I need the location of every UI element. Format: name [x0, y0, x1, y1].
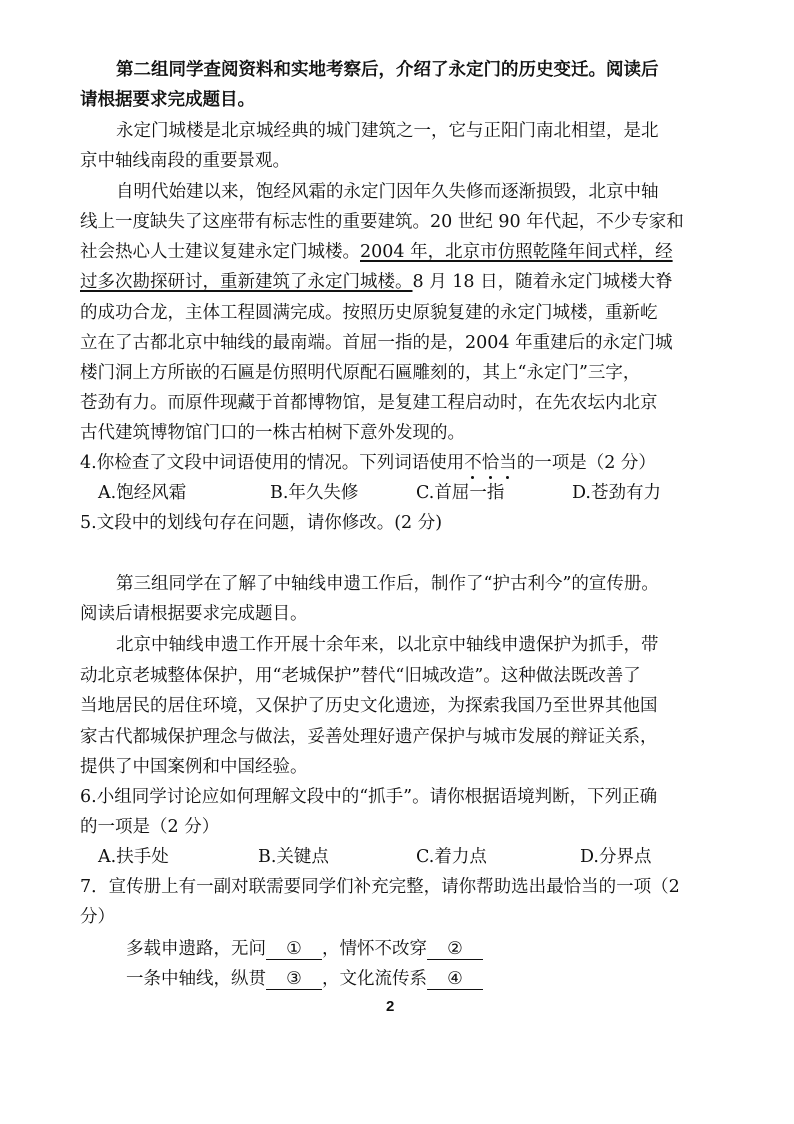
q4-emphasis-char: 恰 [481, 453, 500, 473]
q6-option-b: B.关键点 [258, 847, 329, 867]
section2-p2-line8: 苍劲有力。而原件现藏于首都博物馆，是复建工程启动时，在先农坛内北京 [80, 393, 658, 413]
section2-p2-line5: 的成功合龙，主体工程圆满完成。按照历史原貌复建的永定门城楼，重新屹 [80, 303, 658, 323]
q4-stem [80, 451, 656, 475]
q7-couplet-line1 [126, 937, 483, 961]
section3-p-line4: 家古代都城保护理念与做法，妥善处理好遗产保护与城市发展的辩证关系， [80, 727, 658, 747]
section2-intro-line2: 请根据要求完成题目。 [80, 90, 255, 110]
q4-emphasis-char: 当 [499, 453, 517, 473]
underlined-sentence-part1: 2004 年，北京市仿照乾隆年间式样，经 [360, 242, 673, 262]
couplet1-text-a: 多载申遗路，无问 [126, 939, 266, 959]
section2-p2-line1: 自明代始建以来，饱经风霜的永定门因年久失修而逐渐损毁，北京中轴 [116, 182, 659, 202]
section2-p2-line3 [80, 240, 673, 264]
page-number: 2 [386, 998, 395, 1015]
section2-p2-line2: 线上一度缺失了这座带有标志性的重要建筑。20 世纪 90 年代起，不少专家和 [80, 212, 684, 232]
section3-intro-line2: 阅读后请根据要求完成题目。 [80, 604, 308, 624]
q6-option-a: A.扶手处 [98, 847, 169, 867]
q4-option-c: C.首屈一指 [416, 483, 505, 503]
q5-stem: 5.文段中的划线句存在问题，请你修改。(2 分) [80, 513, 443, 533]
section2-p2-line7: 楼门洞上方所嵌的石匾是仿照明代原配石匾雕刻的，其上“永定门”三字， [80, 363, 641, 383]
couplet-blank-2: ② [427, 939, 483, 960]
section2-p1-line1: 永定门城楼是北京城经典的城门建筑之一，它与正阳门南北相望，是北 [116, 121, 659, 141]
section3-p-line5: 提供了中国案例和中国经验。 [80, 757, 308, 777]
q6-stem-line1: 6.小组同学讨论应如何理解文段中的“抓手”。请你根据语境判断，下列正确 [80, 787, 658, 807]
section2-p2-line6: 立在了古都北京中轴线的最南端。首屈一指的是，2004 年重建后的永定门城 [80, 333, 673, 353]
section2-p2-line3-plain: 社会热心人士建议复建永定门城楼。 [80, 242, 360, 262]
section2-p1-line2: 京中轴线南段的重要景观。 [80, 151, 290, 171]
couplet2-text-b: ，文化流传系 [322, 969, 427, 989]
q6-option-c: C.着力点 [416, 847, 487, 867]
couplet-blank-3: ③ [266, 969, 322, 990]
q6-stem-line2: 的一项是（2 分） [80, 817, 220, 837]
q4-emphasis-char: 不 [464, 453, 482, 473]
q4-option-b: B.年久失修 [270, 483, 359, 503]
q7-couplet-line2 [126, 967, 483, 991]
q7-stem-line1: 7．宣传册上有一副对联需要同学们补充完整，请你帮助选出最恰当的一项（2 [80, 877, 680, 897]
section3-p-line2: 动北京老城整体保护，用“老城保护”替代“旧城改造”。这种做法既改善了 [80, 666, 641, 686]
section3-p-line1: 北京中轴线申遗工作开展十余年来，以北京中轴线申遗保护为抓手，带 [116, 635, 659, 655]
section2-intro-line1: 第二组同学查阅资料和实地考察后，介绍了永定门的历史变迁。阅读后 [116, 60, 659, 80]
q4-option-a: A.饱经风霜 [98, 483, 187, 503]
couplet-blank-1: ① [266, 939, 322, 960]
q6-option-d: D.分界点 [580, 847, 652, 867]
underlined-sentence-part2: 过多次勘探研讨，重新建筑了永定门城楼。 [80, 272, 413, 292]
couplet2-text-a: 一条中轴线，纵贯 [126, 969, 266, 989]
q4-stem-start: 4.你检查了文段中词语使用的情况。下列词语使用 [80, 453, 465, 473]
couplet-blank-4: ④ [427, 969, 483, 990]
q4-option-d: D.苍劲有力 [572, 483, 661, 503]
section3-p-line3: 当地居民的居住环境，又保护了历史文化遗迹，为探索我国乃至世界其他国 [80, 696, 658, 716]
section3-intro-line1: 第三组同学在了解了中轴线申遗工作后，制作了“护古利今”的宣传册。 [116, 574, 659, 594]
q4-stem-end: 的一项是（2 分） [516, 453, 656, 473]
section2-p2-line4-plain: 8 月 18 日，随着永定门城楼大脊 [412, 272, 673, 292]
section2-p2-line4 [80, 270, 673, 294]
q7-stem-line2: 分） [80, 907, 115, 927]
section2-p2-line9: 古代建筑博物馆门口的一株古柏树下意外发现的。 [80, 423, 465, 443]
couplet1-text-b: ，情怀不改穿 [322, 939, 427, 959]
